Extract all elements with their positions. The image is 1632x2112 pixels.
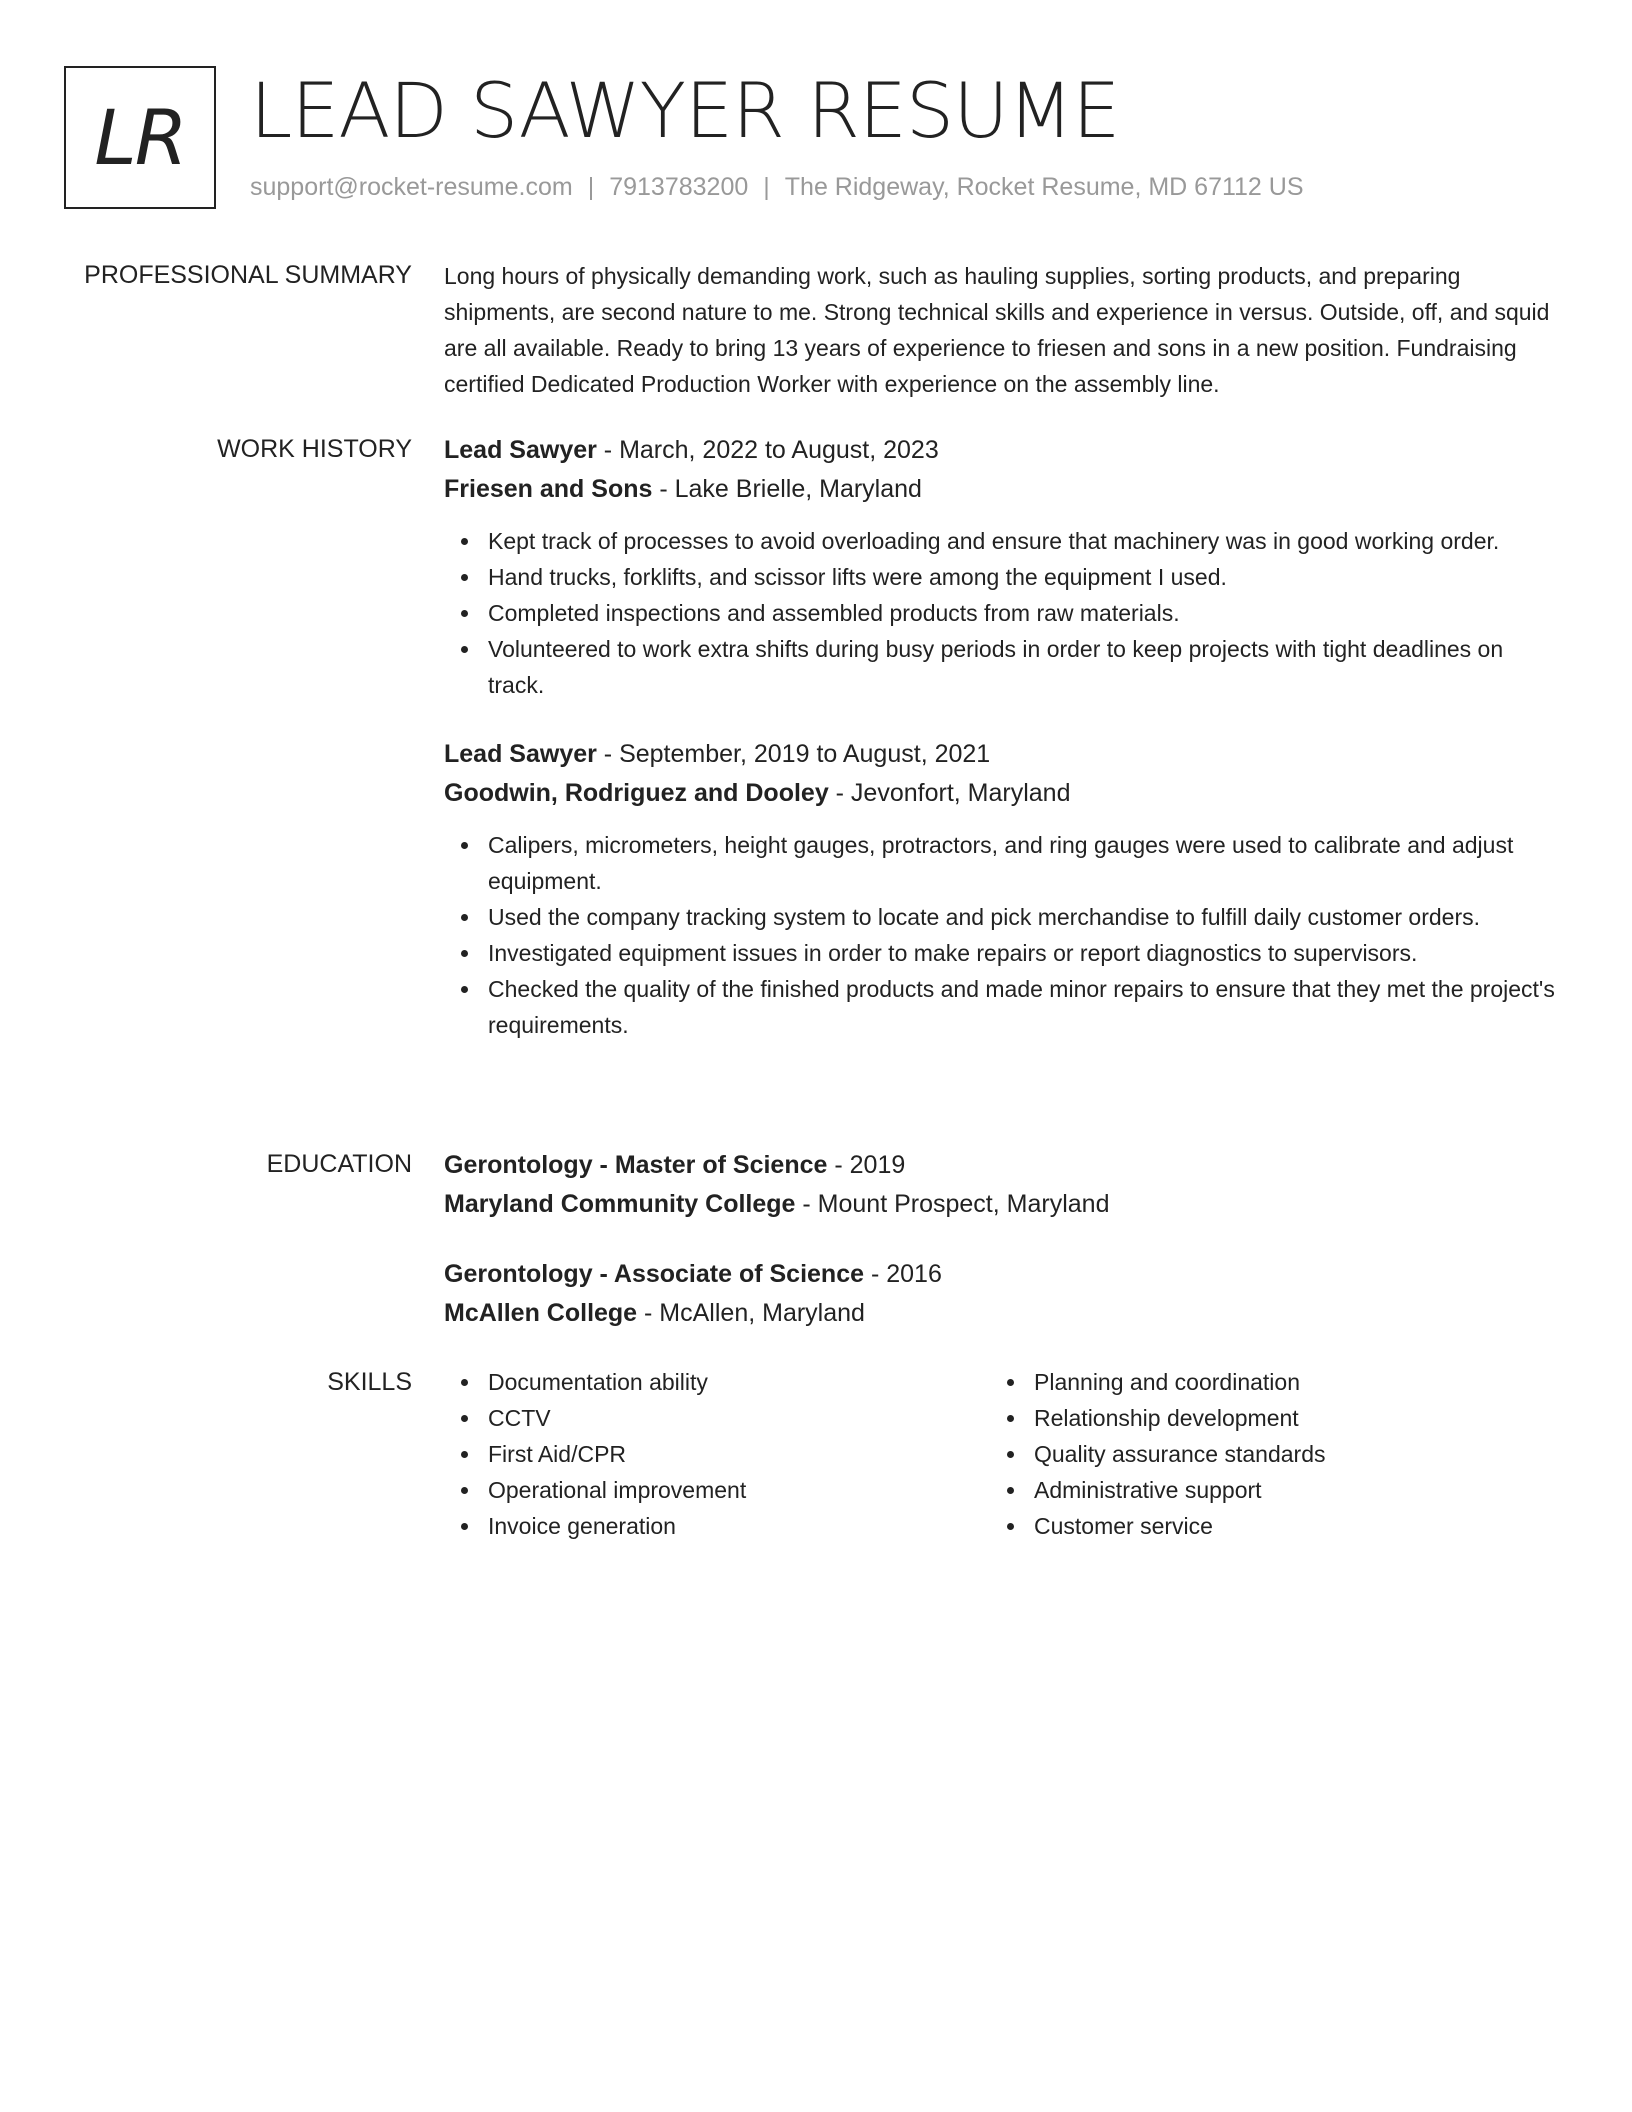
list-item: Planning and coordination [990, 1364, 1490, 1400]
job-location: - Lake Brielle, Maryland [652, 475, 922, 503]
school-line [444, 1294, 1556, 1333]
skills-list [444, 1364, 944, 1544]
job-entry [444, 431, 1556, 703]
work-history-body [444, 431, 1556, 1043]
list-item: Checked the quality of the finished products and made minor repairs to ensure that they met the project's requirements. [444, 971, 1556, 1043]
school-name: McAllen College [444, 1299, 638, 1327]
section-label-work-history: WORK HISTORY [217, 435, 412, 463]
degree-year: - 2019 [827, 1151, 906, 1179]
degree-name: Gerontology - Master of Science [444, 1151, 828, 1179]
list-item: Relationship development [990, 1400, 1490, 1436]
list-item: Kept track of processes to avoid overloading and ensure that machinery was in good working order. [444, 523, 1556, 559]
list-item: Calipers, micrometers, height gauges, protractors, and ring gauges were used to calibrate and adjust equipment. [444, 827, 1556, 899]
job-title-line [444, 431, 1556, 470]
list-item: Operational improvement [444, 1472, 944, 1508]
resume-title: LEAD SAWYER RESUME [250, 66, 1120, 155]
job-company-line [444, 470, 1556, 509]
job-entry [444, 735, 1556, 1043]
list-item: Customer service [990, 1508, 1490, 1544]
degree-year: - 2016 [864, 1260, 942, 1288]
list-item: CCTV [444, 1400, 944, 1436]
list-item: Volunteered to work extra shifts during busy periods in order to keep projects with tight deadlines on track. [444, 631, 1556, 703]
school-line [444, 1185, 1556, 1224]
school-name: Maryland Community College [444, 1190, 796, 1218]
job-company-line [444, 774, 1556, 813]
list-item: Hand trucks, forklifts, and scissor lifts were among the equipment I used. [444, 559, 1556, 595]
school-location: - McAllen, Maryland [637, 1299, 865, 1327]
skills-column-left [444, 1364, 944, 1544]
contact-line [250, 172, 1304, 202]
list-item: Invoice generation [444, 1508, 944, 1544]
contact-email: support@rocket-resume.com [250, 173, 573, 201]
list-item: Investigated equipment issues in order to make repairs or report diagnostics to supervisors. [444, 935, 1556, 971]
degree-line [444, 1255, 1556, 1294]
summary-text: Long hours of physically demanding work, such as hauling supplies, sorting products, and preparing shipments, are second nature to me. Strong technical skills and experience in versus. Outside, off, and squid are all available. Ready to bring 13 years of experience to friesen and sons in a new position. Fundraising certified Dedicated Production Worker with experience on the assembly line. [444, 263, 1550, 397]
job-company: Friesen and Sons [444, 475, 653, 503]
contact-separator: | [587, 173, 595, 201]
job-title: Lead Sawyer [444, 740, 597, 768]
education-body [444, 1146, 1556, 1333]
section-label-education: EDUCATION [266, 1150, 412, 1178]
list-item: Used the company tracking system to locate and pick merchandise to fulfill daily customer orders. [444, 899, 1556, 935]
section-label-summary: PROFESSIONAL SUMMARY [84, 261, 412, 289]
skills-column-right [990, 1364, 1490, 1544]
skills-list [990, 1364, 1490, 1544]
job-dates: - March, 2022 to August, 2023 [596, 436, 939, 464]
list-item: Quality assurance standards [990, 1436, 1490, 1472]
degree-line [444, 1146, 1556, 1185]
list-item: Documentation ability [444, 1364, 944, 1400]
job-title-line [444, 735, 1556, 774]
monogram-logo: LR [64, 66, 216, 209]
job-title: Lead Sawyer [444, 436, 597, 464]
job-location: - Jevonfort, Maryland [828, 779, 1071, 807]
job-bullets [444, 523, 1556, 703]
job-bullets [444, 827, 1556, 1043]
resume-header [64, 66, 1564, 210]
list-item: Completed inspections and assembled products from raw materials. [444, 595, 1556, 631]
contact-address: The Ridgeway, Rocket Resume, MD 67112 US [784, 173, 1304, 201]
school-location: - Mount Prospect, Maryland [795, 1190, 1110, 1218]
contact-separator: | [763, 173, 770, 201]
education-entry [444, 1146, 1556, 1224]
contact-phone: 7913783200 [609, 173, 749, 201]
section-label-skills: SKILLS [327, 1368, 412, 1396]
degree-name: Gerontology - Associate of Science [444, 1260, 865, 1288]
job-company: Goodwin, Rodriguez and Dooley [444, 779, 829, 807]
job-dates: - September, 2019 to August, 2021 [596, 740, 991, 768]
list-item: First Aid/CPR [444, 1436, 944, 1472]
education-entry [444, 1255, 1556, 1333]
skills-body [444, 1364, 1556, 1554]
list-item: Administrative support [990, 1472, 1490, 1508]
